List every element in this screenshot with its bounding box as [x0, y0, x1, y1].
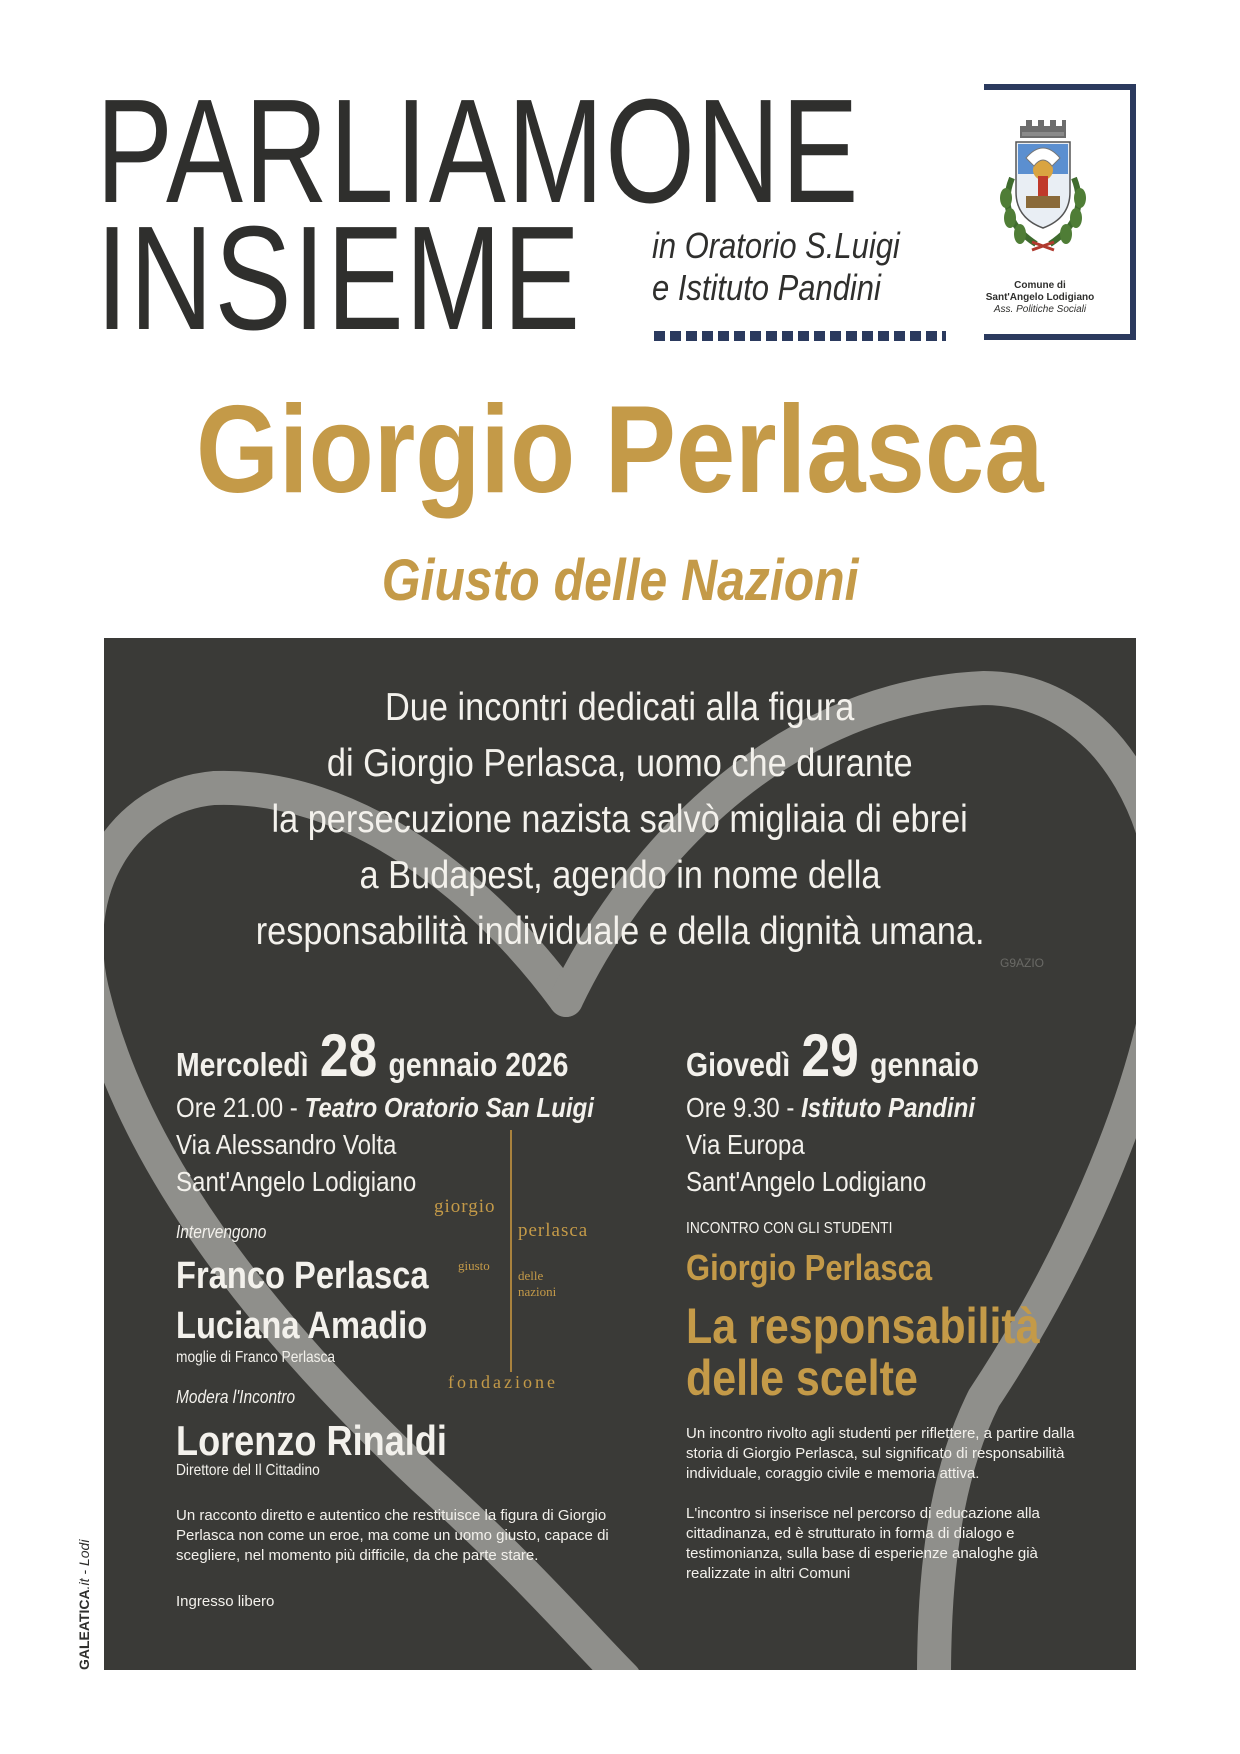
- venue-line-2: e Istituto Pandini: [652, 267, 881, 308]
- foundation-word-giorgio: giorgio: [434, 1196, 496, 1217]
- intro-line: Due incontri dedicati alla figura: [385, 686, 855, 729]
- speakers-label: Intervengono: [176, 1222, 267, 1242]
- event-1-day: 28: [319, 1022, 378, 1089]
- dotted-divider: [654, 331, 946, 341]
- moderator-name: Lorenzo Rinaldi: [176, 1417, 447, 1464]
- intro-text: [104, 680, 1136, 960]
- printer-credit: [76, 1540, 92, 1670]
- event-1-city: Sant'Angelo Lodigiano: [176, 1166, 417, 1197]
- event-2-title: [686, 1300, 1106, 1404]
- event-1-street: Via Alessandro Volta: [176, 1129, 397, 1160]
- foundation-logo-bar: [510, 1130, 512, 1372]
- intro-line: responsabilità individuale e della dignità umana.: [255, 910, 985, 953]
- event-1-weekday: Mercoledì: [176, 1046, 309, 1083]
- event-2-day: 29: [801, 1022, 859, 1089]
- printer-credit-brand: GALEATICA: [76, 1589, 92, 1670]
- moderator-caption: Direttore del Il Cittadino: [176, 1462, 320, 1479]
- event-1-description: Un racconto diretto e autentico che restituisce la figura di Giorgio Perlasca non come un eroe, ma come un uomo giusto, capace di scegliere, nel momento più difficile, da che parte stare.: [176, 1507, 609, 1564]
- event-2-title-line-1: La responsabilità: [686, 1298, 1040, 1354]
- students-label: INCONTRO CON GLI STUDENTI: [686, 1220, 893, 1237]
- event-2-month: gennaio: [870, 1046, 979, 1083]
- event-2-description-1: Un incontro rivolto agli studenti per riflettere, a partire dalla storia di Giorgio Perlasca, sul significato di responsabilità individuale, coraggio civile e memoria attiva.: [686, 1425, 1075, 1482]
- event-2-time: Ore 9.30 -: [686, 1092, 795, 1123]
- venue-line-1: in Oratorio S.Luigi: [652, 225, 900, 266]
- speaker-luciana: Luciana Amadio: [176, 1305, 428, 1347]
- foundation-word-delle: delle: [518, 1268, 544, 1283]
- crest-caption-town: Sant'Angelo Lodigiano: [985, 292, 1095, 303]
- event-2-time-row: [686, 1090, 1106, 1126]
- foundation-word-perlasca: perlasca: [518, 1220, 589, 1241]
- foundation-word-nazioni: nazioni: [518, 1284, 557, 1299]
- crest-caption-department: Ass. Politiche Sociali: [993, 304, 1087, 315]
- event-2-street: Via Europa: [686, 1129, 805, 1160]
- municipal-crest-icon: [986, 118, 1098, 270]
- event-2-city: Sant'Angelo Lodigiano: [686, 1166, 927, 1197]
- event-1-month: gennaio 2026: [388, 1046, 569, 1083]
- moderator-label: Modera l'Incontro: [176, 1387, 296, 1407]
- event-2-speaker: Giorgio Perlasca: [686, 1247, 933, 1288]
- entry-note: Ingresso libero: [176, 1593, 275, 1610]
- title-line-2: INSIEME: [96, 196, 582, 361]
- foundation-logo: [434, 1130, 604, 1390]
- speaker-franco: Franco Perlasca: [176, 1255, 429, 1297]
- printer-credit-suffix: .it - Lodi: [76, 1539, 92, 1590]
- event-panel: [104, 638, 1136, 1670]
- crest-caption-municipality: Comune di: [1014, 280, 1066, 291]
- event-1-time-row: [176, 1090, 636, 1126]
- headline-subtitle: Giusto delle Nazioni: [381, 548, 859, 613]
- event-2-title-line-2: delle scelte: [686, 1350, 918, 1406]
- artist-signature: G9AZIO: [1000, 956, 1045, 970]
- speaker-luciana-caption: moglie di Franco Perlasca: [176, 1349, 336, 1366]
- event-2: [686, 1022, 1106, 1584]
- intro-line: a Budapest, agendo in nome della: [359, 854, 881, 897]
- foundation-word-fondazione: fondazione: [448, 1372, 558, 1392]
- event-1-venue: Teatro Oratorio San Luigi: [304, 1092, 594, 1123]
- event-1-time: Ore 21.00 -: [176, 1092, 298, 1123]
- headline-name: Giorgio Perlasca: [196, 381, 1044, 519]
- event-2-date: [686, 1022, 1106, 1089]
- intro-line: di Giorgio Perlasca, uomo che durante: [327, 742, 913, 785]
- foundation-word-giusto: giusto: [458, 1258, 490, 1273]
- event-2-description-2: L'incontro si inserisce nel percorso di educazione alla cittadinanza, ed è strutturato in forma di dialogo e testimonianza, sulla base di esperienze analoghe già realizzate in altri Comuni: [686, 1505, 1040, 1582]
- event-2-weekday: Giovedì: [686, 1046, 791, 1083]
- event-1-date: [176, 1022, 636, 1089]
- event-2-venue: Istituto Pandini: [801, 1092, 976, 1123]
- intro-line: la persecuzione nazista salvò migliaia di ebrei: [271, 798, 969, 841]
- title-line-1: PARLIAMONE: [96, 69, 860, 234]
